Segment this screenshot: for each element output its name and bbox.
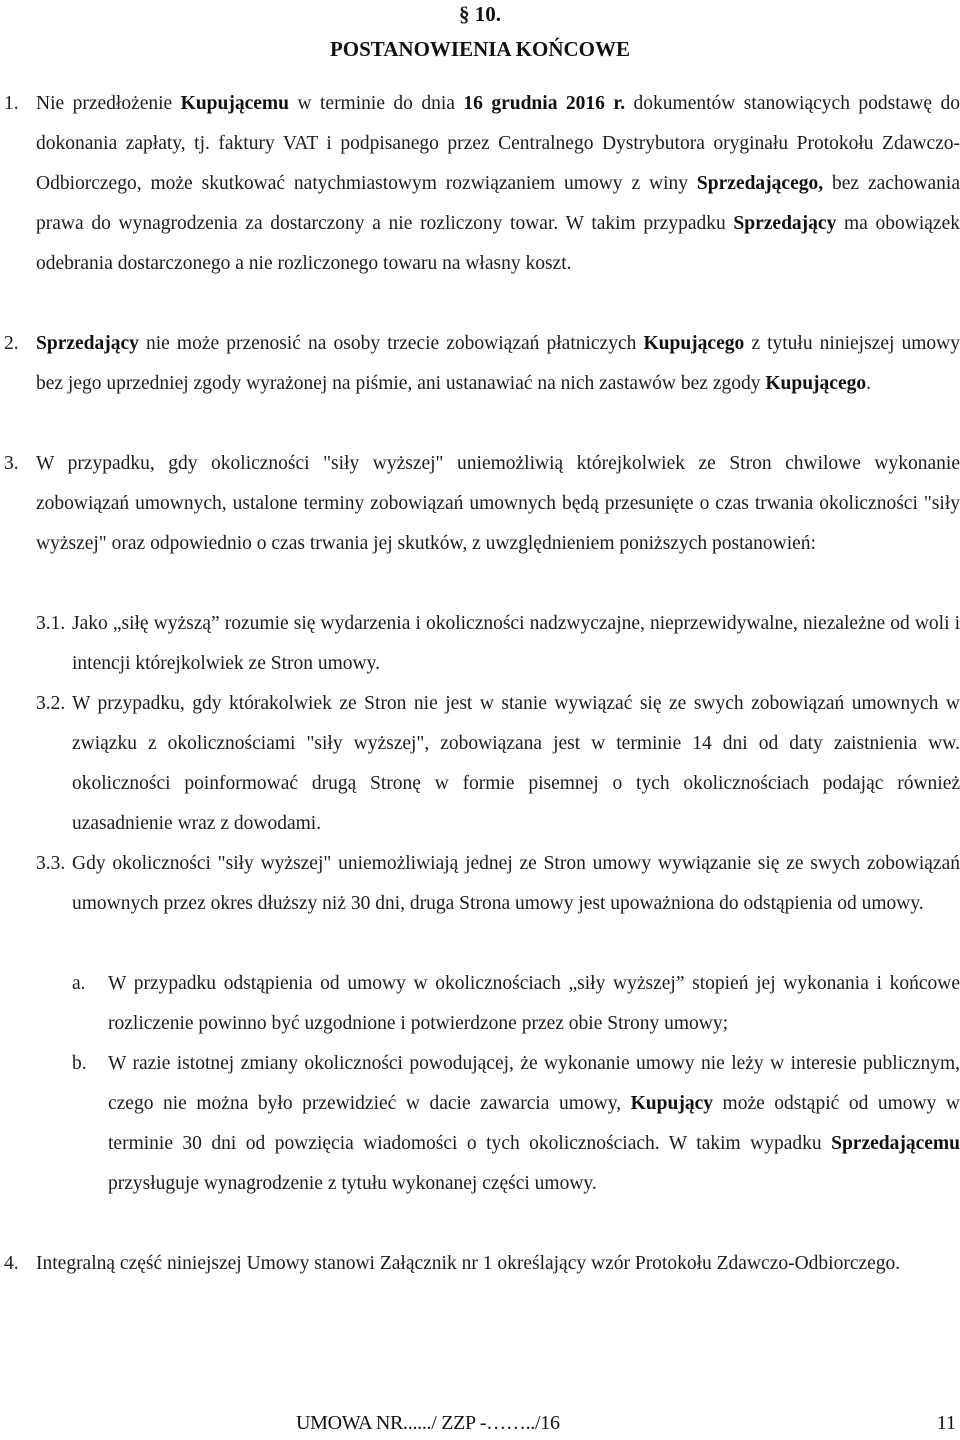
party-seller: Sprzedającego, [696, 173, 824, 194]
text-run: Nie przedłożenie [36, 93, 181, 114]
paragraph-3 [36, 444, 960, 564]
text-run: przysługuje wynagrodzenie z tytułu wykonanej części umowy. [108, 1173, 597, 1194]
paragraph-3-1 [72, 604, 960, 684]
section-title: POSTANOWIENIA KOŃCOWE [329, 37, 631, 61]
text-run: dokumentów stanowiących podstawę do dokonania zapłaty, tj. faktury VAT i podpisanego przez Centralnego Dystrybutora oryginału Protokołu Zdawczo-Odbiorczego, może skutkować natychmiastowym rozwiązaniem umowy z winy [36, 93, 960, 194]
paragraph-3-3 [72, 844, 960, 924]
party-buyer: Kupującego [643, 333, 745, 354]
paragraph-3-3-a [108, 964, 960, 1044]
text-run: nie może przenosić na osoby trzecie zobowiązań płatniczych [138, 333, 644, 354]
paragraph-3-2 [72, 684, 960, 844]
text-run: W razie istotnej zmiany okoliczności powodującej, że wykonanie umowy nie leży w interesie publicznym, czego nie można było przewidzieć w dacie zawarcia umowy, [108, 1053, 960, 1114]
text-run: bez zachowania prawa do wynagrodzenia za dostarczony a nie rozliczony towar. W takim przypadku [36, 173, 960, 234]
text-run: w terminie do dnia [289, 93, 464, 114]
text-run: W przypadku, gdy którakolwiek ze Stron nie jest w stanie wywiązać się ze swych zobowiązań umownych w związku z okolicznościami "siły wyższej", zobowiązana jest w terminie 14 dni od daty zaistnienia ww. okoliczności poinformować drugą Stronę w formie pisemnej o tych okolicznościach podając również uzasadnienie wraz z dowodami. [72, 693, 960, 834]
footer-document-reference: UMOWA NR....../ ZZP -……../16 [296, 1412, 560, 1434]
section-sign: § [459, 2, 470, 26]
subitem-number: 3.1. [36, 613, 66, 634]
paragraph-4 [36, 1244, 960, 1284]
list-letter: b. [72, 1053, 87, 1074]
page-number: 11 [936, 1412, 956, 1434]
party-seller: Sprzedający [36, 333, 139, 354]
party-seller: Sprzedającemu [831, 1133, 960, 1154]
text-run: W przypadku odstąpienia od umowy w okolicznościach „siły wyższej” stopień jej wykonania i końcowe rozliczenie powinno być uzgodnione i potwierdzone przez obie Strony umowy; [108, 973, 960, 1034]
item-number: 2. [4, 333, 19, 354]
paragraph-3-3-b [108, 1044, 960, 1204]
subitem-number: 3.3. [36, 853, 66, 874]
item-number: 4. [4, 1253, 19, 1274]
deadline-date: 16 grudnia 2016 r. [463, 93, 626, 114]
text-run: może odstąpić od umowy w terminie 30 dni od powzięcia wiadomości o tych okolicznościach. W takim wypadku [108, 1093, 960, 1154]
party-buyer: Kupującego [765, 373, 867, 394]
party-seller: Sprzedający [733, 213, 837, 234]
text-run: ma obowiązek odebrania dostarczonego a nie rozliczonego towaru na własny koszt. [36, 213, 960, 274]
text-run: Jako „siłę wyższą” rozumie się wydarzenia i okoliczności nadzwyczajne, nieprzewidywalne, niezależne od woli i intencji którejkolwiek ze Stron umowy. [72, 613, 960, 674]
list-letter: a. [72, 973, 86, 994]
text-run: z tytułu niniejszej umowy bez jego uprzedniej zgody wyrażonej na piśmie, ani ustanawiać na nich zastawów bez zgody [36, 333, 960, 394]
text-run: Integralną część niniejszej Umowy stanowi Załącznik nr 1 określający wzór Protokołu Zdawczo-Odbiorczego. [36, 1253, 901, 1274]
party-buyer: Kupującemu [180, 93, 290, 114]
party-buyer: Kupujący [630, 1093, 713, 1114]
paragraph-2 [36, 324, 960, 404]
paragraph-1 [36, 84, 960, 284]
section-number-text: 10. [474, 2, 501, 26]
section-number [0, 2, 960, 27]
item-number: 3. [4, 453, 19, 474]
text-run: W przypadku, gdy okoliczności "siły wyższej" uniemożliwią którejkolwiek ze Stron chwilowe wykonanie zobowiązań umownych, ustalone terminy zobowiązań umownych będą przesunięte o czas trwania okoliczności "siły wyższej" oraz odpowiednio o czas trwania jej skutków, z uwzględnieniem poniższych postanowień: [36, 453, 960, 554]
text-run: Gdy okoliczności "siły wyższej" uniemożliwiają jednej ze Stron umowy wywiązanie się ze swych zobowiązań umownych przez okres dłuższy niż 30 dni, druga Strona umowy jest upoważniona do odstąpienia od umowy. [72, 853, 960, 914]
item-number: 1. [4, 93, 19, 114]
subitem-number: 3.2. [36, 693, 66, 714]
text-run: . [866, 373, 871, 394]
